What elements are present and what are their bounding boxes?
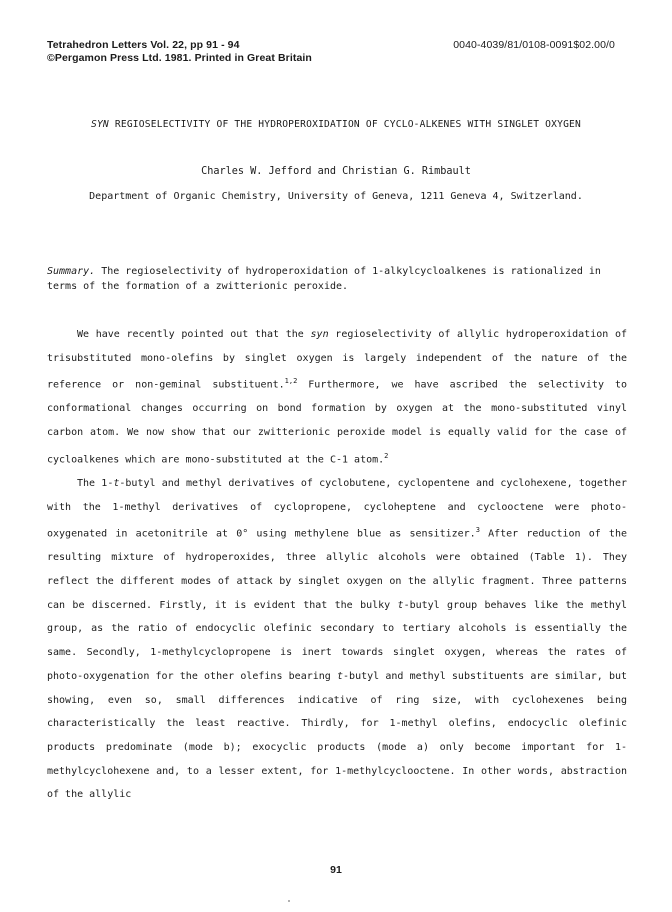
- paragraph-1-text: Furthermore, we have ascribed the selectivity to conformational changes occurring on bond formation by oxygen at the mono-substituted vinyl carbon atom. We now show that our zwitterionic peroxide model is equally valid for the case of cycloalkenes which are mono-substituted at the C-1 atom.: [47, 379, 627, 466]
- paragraph-2-text: -butyl and methyl substituents are similar, but showing, even so, small differences indicative of ring size, with cyclohexenes being characteristically the least reactive. Thirdly, for 1-methyl olefins, endocyclic olefinic products predominate (mode b); exocyclic products (mode a) only become important for 1-methylcyclohexene and, to a lesser extent, for 1-methylcyclooctene. In other words, abstraction of the allylic: [47, 670, 628, 801]
- paragraph-2-text: After reduction of the resulting mixture of hydroperoxides, three allylic alcohols were obtained (Table 1). They reflect the different modes of attack by singlet oxygen on the allylic fragment. Three patterns can be discerned. Firstly, it is evident that the bulky: [47, 528, 627, 611]
- summary-text: The regioselectivity of hydroperoxidation of 1-alkylcycloalkenes is rationalized in terms of the formation of a zwitterionic peroxide.: [47, 266, 601, 292]
- reference-superscript: 3: [475, 526, 480, 535]
- scan-speck: [288, 900, 290, 902]
- title-text: REGIOSELECTIVITY OF THE HYDROPEROXIDATION OF CYCLO-ALKENES WITH SINGLET OXYGEN: [108, 119, 582, 130]
- reference-superscript: 2: [384, 451, 389, 460]
- summary-label: Summary.: [47, 266, 96, 277]
- affiliation: Department of Organic Chemistry, University of Geneva, 1211 Geneva 4, Switzerland.: [89, 191, 583, 202]
- journal-citation: Tetrahedron Letters Vol. 22, pp 91 - 94: [47, 39, 240, 51]
- reference-superscript: 1,2: [284, 377, 298, 386]
- body-text: [47, 323, 627, 807]
- article-title: [0, 119, 672, 130]
- italic-t: t: [337, 670, 344, 682]
- summary: [47, 264, 627, 294]
- italic-syn: syn: [310, 329, 329, 340]
- authors: Charles W. Jefford and Christian G. Rimbault: [201, 166, 471, 177]
- article-code: 0040-4039/81/0108-0091$02.00/0: [453, 39, 615, 51]
- page-number: 91: [330, 864, 342, 876]
- paragraph-1-text: We have recently pointed out that the: [77, 329, 311, 340]
- paragraph-1-text: regioselectivity of allylic hydroperoxidation of trisubstituted mono-olefins by singlet oxygen is largely independent of the nature of the reference or non-geminal substituent.: [47, 329, 627, 391]
- paragraph-2-text: -butyl and methyl derivatives of cyclobutene, cyclopentene and cyclohexene, together with the 1-methyl derivatives of cyclopropene, cycloheptene and cyclooctene were photo-oxygenated in acetonitrile at 0° using methylene blue as sensitizer.: [47, 477, 627, 540]
- title-italic-word: SYN: [90, 119, 109, 130]
- italic-t: t: [397, 599, 404, 611]
- paragraph-2: [47, 472, 627, 807]
- italic-t: t: [113, 477, 120, 489]
- paragraph-2-text: The 1-: [77, 477, 114, 489]
- paragraph-2-text: -butyl group behaves like the methyl group, as the ratio of endocyclic olefinic secondary to tertiary alcohols is essentially the same. Secondly, 1-methylcyclopropene is inert towards singlet oxygen, whereas the rates of photo-oxygenation for the other olefins bearing: [47, 599, 627, 682]
- paragraph-1: [47, 323, 627, 472]
- publisher-line: ©Pergamon Press Ltd. 1981. Printed in Great Britain: [47, 52, 312, 64]
